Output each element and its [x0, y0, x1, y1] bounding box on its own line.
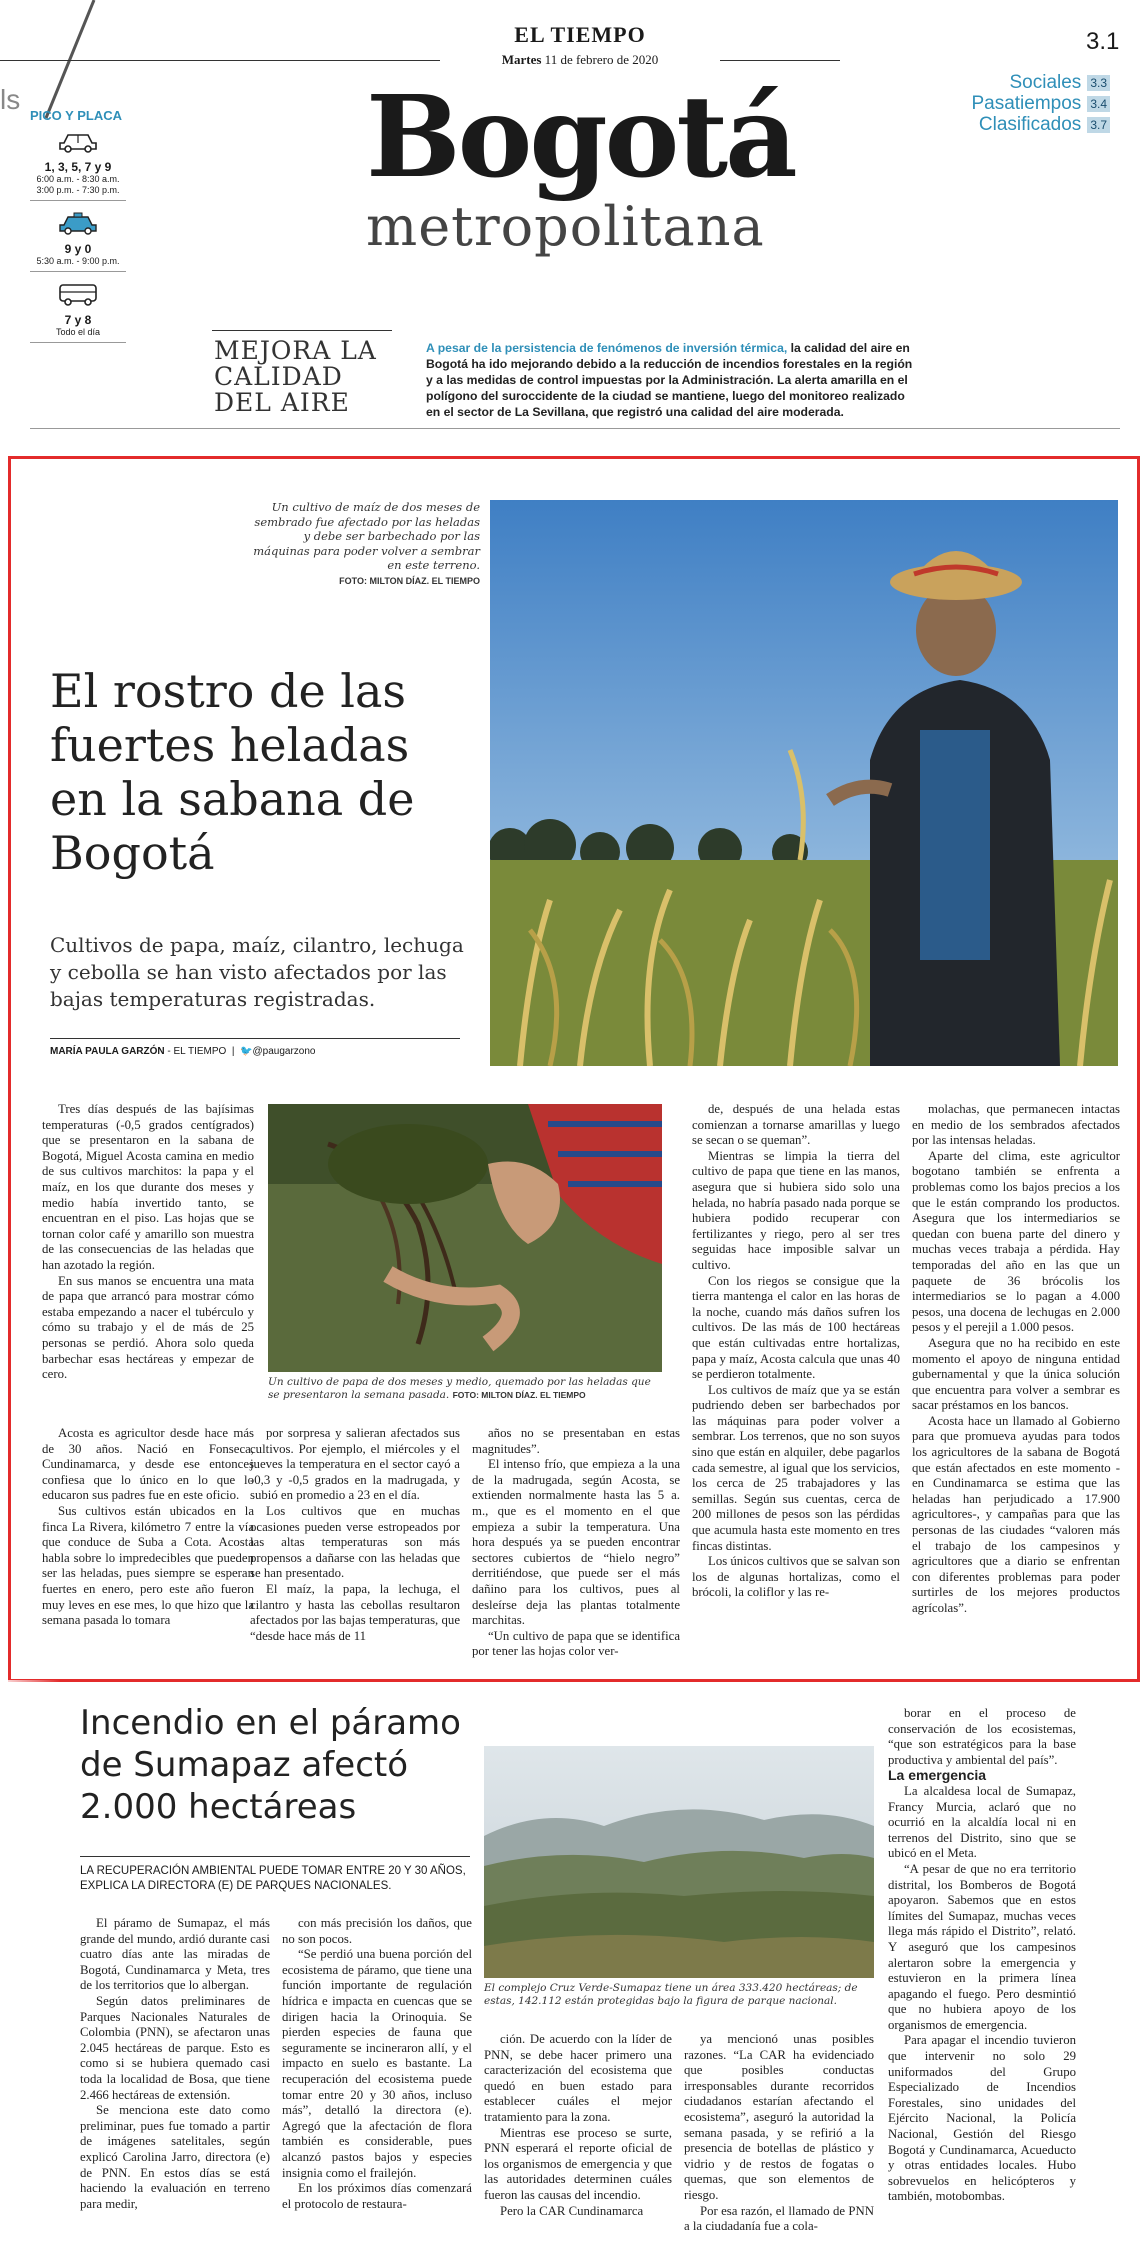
pico-hours: 6:00 a.m. - 8:30 a.m. [36, 174, 120, 184]
taxi-icon [56, 211, 100, 235]
divider [212, 330, 392, 331]
paramo-photo [484, 1746, 874, 1978]
bus-icon [56, 282, 100, 306]
inline-photo-caption: Un cultivo de papa de dos meses y medio, quemado por las heladas que se presentaron la semana pasada. FOTO: MILTON DÍAZ. EL TIEMPO [268, 1376, 651, 1401]
pico-y-placa-title: PICO Y PLACA [30, 108, 122, 123]
masthead-rule-right [720, 60, 840, 61]
article-column: de, después de una helada estas comienzan a tornarse amarillas y luego se secan o se queman”. Mientras se limpia la tierra del cultivo de papa que tiene en las manos, asegura que si hubiera sido solo una helada, no habría pasado nada porque se hubiera podido recuperar con fertilizantes y riego, pero al ser tres seguidas hace imposible salvar un cultivo. Con los riegos se consigue que la tierra mantenga el calor en las horas de la noche, cuando más daños sufren los cultivos. De las más de 100 hectáreas que están cultivadas entre hortalizas, papa y maíz, Acosta calcula que unas 40 se perdieron totalmente. Los cultivos de maíz que ya se están pudriendo deben ser barbechados por las máquinas para poder volver a sembrar. Los terrenos, que no son suyos sino que están en alquiler, debe pagarlos cada semestre, al igual que los servicios, los cerca de 25 trabajadores y las semillas. Según sus cuentas, cerca de 200 millones de pesos son las pérdidas que acumula hasta este momento en tres fincas distintas. Los únicos cultivos que se salvan son los de algunas hortalizas, como el brócoli, la coliflor y las re- [692, 1102, 900, 1600]
divider [30, 271, 126, 272]
page-edge-fade [0, 1680, 60, 2249]
pico-hours: 3:00 p.m. - 7:30 p.m. [36, 185, 120, 195]
divider [30, 428, 1120, 429]
newspaper-brand: EL TIEMPO [514, 22, 646, 47]
article-column: ya mencionó unas posibles razones. “La CAR ha evidenciado que posibles conductas irresponsables durante recorridos ciudadanos estarían afectando el ecosistema”, aseguró la autoridad la semana pasada, y se refirió a la presencia de botellas de plástico y vidrio y de restos de fogatas o quemas, que son elementos de riesgo. Por esa razón, el llamado de PNN a la ciudadanía fue a cola- [684, 2032, 874, 2234]
pico-y-placa-box [30, 108, 126, 347]
masthead-rule-left [0, 60, 440, 61]
cut-off-text: ls [0, 84, 21, 115]
divider [30, 200, 126, 201]
divider [50, 1038, 460, 1039]
section-index [940, 72, 1110, 135]
issue-date: Martes 11 de febrero de 2020 [501, 52, 659, 67]
index-item-clasificados[interactable]: Clasificados 3.7 [940, 114, 1110, 135]
air-quality-note: A pesar de la persistencia de fenómenos de inversión térmica, la calidad del aire en Bogotá ha ido mejorando debido a la reducción de incendios forestales en la región y a las medidas de control impuestas por la Administración. La alerta amarilla en el polígono del suroccidente de la ciudad se mantiene, luego del monitoreo realizado en el sector de La Sevillana, que registró una calidad del aire moderada. [426, 341, 913, 419]
photo-caption: Un cultivo de maíz de dos meses de sembrado fue afectado por las heladas y debe ser barbechado por las máquinas para poder volver a sembrar en este terreno. FOTO: MILTON DÍAZ. EL TIEMPO [253, 500, 480, 586]
deck-sumapaz: LA RECUPERACIÓN AMBIENTAL PUEDE TOMAR ENTRE 20 Y 30 AÑOS, EXPLICA LA DIRECTORA (E) DE PARQUES NACIONALES. [80, 1865, 466, 1892]
car-icon [56, 129, 100, 153]
article-column: molachas, que permanecen intactas en medio de los sembrados afectados por las intensas heladas. Aparte del clima, este agricultor bogotano también se enfrenta a problemas como los bajos precios a los que le están comprando los productos. Asegura que los intermediarios se quedan con buena parte del dinero y muchas veces trabaja a pérdida. Hay temporadas del año en las que un paquete de 36 brócolis los intermediarios se lo pagan a 4.000 pesos, una docena de lechugas en 2.000 pesos y el perejil a 1.000 pesos. Asegura que no ha recibido en este momento el apoyo de ninguna entidad gubernamental y que la única solución que encuentra para volver a sembrar es sacar préstamos en los bancos. Acosta hace un llamado al Gobierno para que promueva ayudas para todos los agricultores de la sabana de Bogotá que están afectados en este momento -en Cundinamarca se estima que las heladas han perjudicado a 17.900 agricultores-, y campañas para que las personas de las ciudades “valoren más el trabajo de los campesinos y agricultores que a diario se enfrentan con diferentes problemas para poder surtirles de los mejores productos agrícolas”. [912, 1102, 1120, 1615]
section-title: Bogotá [366, 72, 795, 203]
twitter-icon: 🐦 [240, 1046, 253, 1057]
section-subtitle: metropolitana [366, 195, 765, 258]
headline-sumapaz: Incendio en el páramo de Sumapaz afectó 2.000 hectáreas [80, 1703, 461, 1827]
article-column: años no se presentaban en estas magnitudes”. El intenso frío, que empieza a la una de la madrugada, según Acosta, se extienden normalmente hasta las 5 a. m., que es el momento en el que empieza a subir la temperatura. Una hora después ya se pueden encontrar sectores cubiertos de “hielo negro” derritiéndose, que puede ser el más dañino para los cultivos, pues al desleírse deja las plantas totalmente marchitas. “Un cultivo de papa que se identifica por tener las hojas color ver- [472, 1426, 680, 1659]
article-column: por sorpresa y salieran afectados sus cultivos. Por ejemplo, el miércoles y el jueves la temperatura en el sector cayó a -0,3 y -0,5 grados en la madrugada, y subió en promedio a 23 en el día. Los cultivos que en muchas ocasiones pueden verse estropeados por las altas temperaturas son más propensos a dañarse con las heladas que se han presentado. El maíz, la papa, la lechuga, el cilantro y hasta las cebollas resultaron afectados por las bajas temperaturas, que “desde hace más de 11 [250, 1426, 460, 1643]
headline: El rostro de las fuertes heladas en la sabana de Bogotá [50, 664, 415, 880]
pico-digits-private: 1, 3, 5, 7 y 9 [44, 160, 112, 174]
page-number: 3.1 [1086, 28, 1120, 55]
photo-caption-sumapaz: El complejo Cruz Verde-Sumapaz tiene un área 333.420 hectáreas; de estas, 142.112 están protegidas bajo la figura de parque nacional. [484, 1982, 858, 2007]
article-column: ción. De acuerdo con la líder de PNN, se debe hacer primero una caracterización del ecosistema que quedó en buen estado para establecer cuáles el mejor tratamiento para la zona. Mientras ese proceso se surte, PNN esperará el reporte oficial de los organismos de emergencia y que las autoridades determinen cuáles fueron las causas del incendio. Pero la CAR Cundinamarca [484, 2032, 672, 2218]
potato-plant-photo [268, 1104, 662, 1372]
article-column: con más precisión los daños, que no son pocos. “Se perdió una buena porción del ecosistema de páramo, que tiene una función importante de regulación hídrica e impacta en cuencas que se dirigen hacia la Orinoquia. Se pierden especies de fauna que seguramente se incineraron allí, y el impacto en suelo es bastante. La recuperación del ecosistema puede tomar entre 20 y 30 años, incluso más”, detalló la directora (e). Agregó que la afectación de flora también es considerable, pues alcanzó pastos bajos y especies insignia como el frailejón. En los próximos días comenzará el protocolo de restaura- [282, 1916, 472, 2211]
farmer-photo [490, 500, 1118, 1066]
article-column: El páramo de Sumapaz, el más grande del mundo, ardió durante casi cuatro días ante las miradas de Bogotá, Cundinamarca y Meta, tres de los territorios que lo albergan. Según datos preliminares de Parques Nacionales Naturales de Colombia (PNN), se afectaron unas 2.045 hectáreas de parque. Esto es como si se hubiera quemado casi toda la localidad de Bosa, que tiene 2.466 hectáreas de extensión. Se menciona este dato como preliminar, pues fue tomado a partir de imágenes satelitales, según explicó Carolina Jarro, directora (e) de PNN. En estos días se está haciendo la evaluación en terreno para medir, [80, 1916, 270, 2211]
subhead: La emergencia [888, 1767, 987, 1784]
article-column: Acosta es agricultor desde hace más de 30 años. Nació en Fonseca, Cundinamarca, y desde ese entonces confiesa que lo único en lo que lo educaron sus padres fue en este oficio. Sus cultivos están ubicados en la finca La Rivera, kilómetro 7 entre la vía que conduce de Suba a Cota. Acosta habla sobre lo impredecibles que pueden ser las heladas, pues siempre se esperan fuertes en enero, pero este año fueron muy leves en ese mes, lo que hizo que la semana pasada lo tomara [42, 1426, 254, 1628]
deck: Cultivos de papa, maíz, cilantro, lechuga y cebolla se han visto afectados por las bajas temperaturas registradas. [50, 933, 464, 1011]
pico-digits-taxi: 9 y 0 [64, 242, 92, 256]
divider [80, 1856, 470, 1857]
byline: MARÍA PAULA GARZÓN - EL TIEMPO | 🐦@paugarzono [50, 1046, 316, 1057]
divider [30, 342, 126, 343]
article-column: borar en el proceso de conservación de los ecosistemas, “que son estratégicos para la base productiva y ambiental del país”. La emergencia La alcaldesa local de Sumapaz, Francy Murcia, aclaró que no ocurrió en la alcaldía local ni en terrenos del Distrito, sino que se ubicó en el Meta. “A pesar de que no era territorio distrital, los Bomberos de Bogotá apoyaron. Sabemos que en estos límites del Sumapaz, muchas veces llega más rápido el Distrito”, relató. Y aseguró que los campesinos alertaron sobre la emergencia y estuvieron en la primera línea apagando el fuego. Pero desmintió que no hubiera apoyo de los organismos de emergencia. Para apagar el incendio tuvieron que intervenir no solo 29 uniformados del Grupo Especializado de Incendios Forestales, sino unidades del Ejército Nacional, la Policía Nacional, Gestión del Riesgo Bogotá y Cundinamarca, Acueducto y otras entidades locales. Hubo sobrevuelos en helicópteros y también, motobombas. [888, 1706, 1076, 2204]
index-item-sociales[interactable]: Sociales 3.3 [940, 72, 1110, 93]
pico-hours: 5:30 a.m. - 9:00 p.m. [36, 256, 120, 266]
air-quality-label: MEJORA LA CALIDAD DEL AIRE [214, 336, 377, 417]
twitter-handle[interactable]: @paugarzono [252, 1046, 316, 1057]
pico-digits-bus: 7 y 8 [64, 313, 92, 327]
index-item-pasatiempos[interactable]: Pasatiempos 3.4 [940, 93, 1110, 114]
article-column: Tres días después de las bajísimas temperaturas (-0,5 grados centígrados) que se presentaron en la sabana de Bogotá, Miguel Acosta camina en medio de sus cultivos marchitos: la papa y el maíz, en los que durante dos meses y medio había invertido tanto, se encuentran en el piso. Las hojas que se tornan color café y amarillo son muestra de las consecuencias de las heladas que han azotado la región. En sus manos se encuentra una mata de papa que arrancó para mostrar cómo estaba empezando a nacer el tubérculo y cómo su trabajo y el de más de 25 personas se perdió. Ahora solo queda barbechar esas hectáreas y empezar de cero. [42, 1102, 254, 1382]
pico-hours: Todo el día [55, 327, 101, 337]
